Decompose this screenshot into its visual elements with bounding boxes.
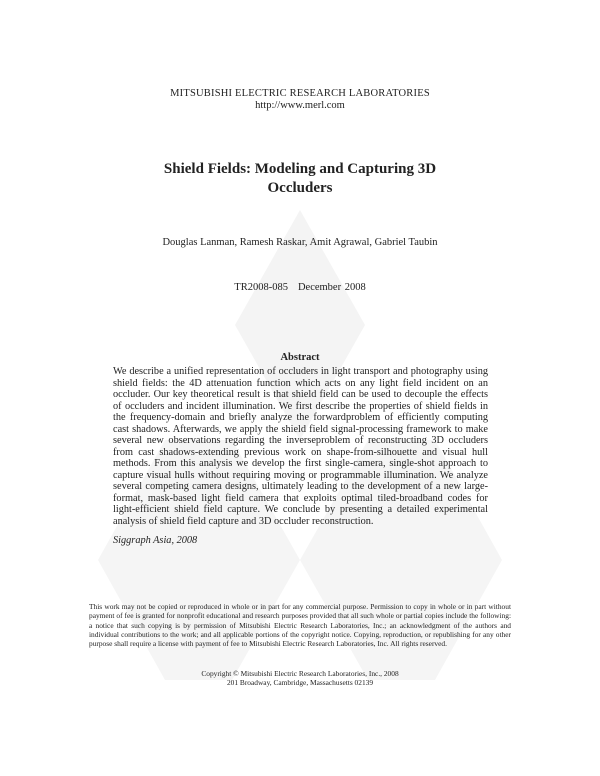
abstract-text: We describe a unified representation of occluders in light transport and photography using shield fields: the 4D attenuation function which acts on any light field incident on an occluder. Our key theoretical result is that shield field can be used to decouple the effects of occluders and incident illumination. We first describe the properties of shield fields in the frequency-domain and briefly analyze the forwardproblem of efficiently computing cast shadows. Afterwards, we apply the shield field signal-processing framework to make several new observations regarding the inverseproblem of reconstructing 3D occluders from cast shadows-extending previous work on shape-from-silhouette and visual hull methods. From this analysis we develop the first single-camera, single-shot approach to capture visual hulls without requiring moving or programmable illumination. We analyze several competing camera designs, ultimately leading to the development of a new large-format, mask-based light field camera that exploits optimal tiled-broadband codes for light-efficient shield field capture. We conclude by presenting a detailed experimental analysis of shield field capture and 3D occluder reconstruction. bbox=[113, 366, 488, 527]
publication-venue: Siggraph Asia, 2008 bbox=[113, 535, 198, 546]
paper-authors: Douglas Lanman, Ramesh Raskar, Amit Agrawal, Gabriel Taubin bbox=[162, 237, 438, 248]
copyright-notice: This work may not be copied or reproduced in whole or in part for any commercial purpose. Permission to copy in whole or in part without payment of fee is granted for nonprofit educational and research purposes provided that all such whole or partial copies include the following: a notice that such copying is by permission of Mitsubishi Electric Research Laboratories, Inc.; an acknowledgment of the authors and individual contributions to the work; and all applicable portions of the copyright notice. Copying, reproduction, or republishing for any other purpose shall require a license with payment of fee to Mitsubishi Electric Research Laboratories, Inc. All rights reserved. bbox=[89, 602, 511, 649]
abstract-heading: Abstract bbox=[280, 352, 320, 363]
organization-name: MITSUBISHI ELECTRIC RESEARCH LABORATORIES bbox=[170, 88, 430, 99]
address-line: 201 Broadway, Cambridge, Massachusetts 02139 bbox=[226, 678, 374, 687]
report-info bbox=[0, 282, 600, 293]
copyright-line: Copyright © Mitsubishi Electric Research Laboratories, Inc., 2008 bbox=[201, 669, 399, 678]
report-date: December 2008 bbox=[297, 282, 366, 293]
paper-title-line-2: Occluders bbox=[267, 180, 333, 196]
paper-title bbox=[0, 160, 600, 198]
paper-title-line-1: Shield Fields: Modeling and Capturing 3D bbox=[163, 161, 437, 177]
organization-url[interactable]: http://www.merl.com bbox=[255, 100, 345, 111]
report-number: TR2008-085 bbox=[234, 282, 288, 293]
